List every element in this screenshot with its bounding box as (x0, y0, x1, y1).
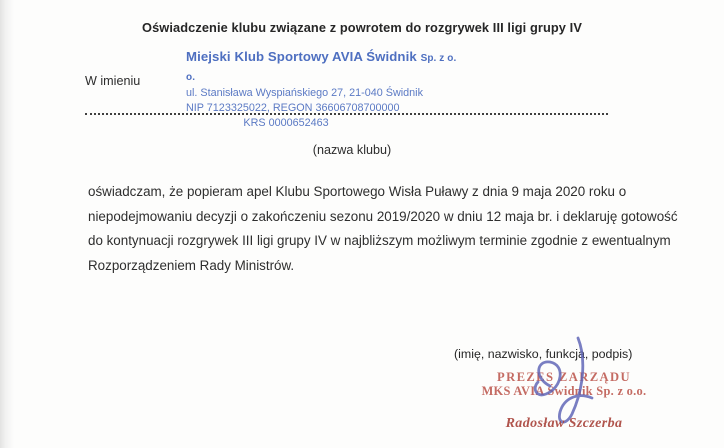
statement-line: oświadczam, że popieram apel Klubu Sportowego Wisła Puławy z dnia 9 maja 2020 roku o (88, 184, 627, 199)
club-stamp-address: ul. Stanisława Wyspiańskiego 27, 21-040 Świdnik (186, 87, 423, 99)
president-stamp-club: MKS AVIA Świdnik Sp. z o.o. (481, 384, 647, 398)
signer-name: Radosław Szczerba (505, 416, 623, 431)
signature-caption: (imię, nazwisko, funkcja, podpis) (454, 347, 633, 361)
president-stamp (459, 370, 669, 398)
club-name-caption: (nazwa klubu) (312, 143, 392, 157)
club-stamp-name-main: Miejski Klub Sportowy AVIA Świdnik (186, 49, 417, 64)
statement-line: niepodejmowaniu decyzji o zakończeniu sezonu 2019/2020 w dniu 12 maja br. i deklaruję gotowość (88, 208, 678, 224)
club-stamp-name-suffix: Sp. z o. o. (186, 53, 457, 83)
club-stamp-name (186, 48, 458, 86)
on-behalf-label: W imieniu (85, 74, 141, 88)
statement-line: Rozporządzeniem Rady Ministrów. (88, 257, 295, 273)
club-stamp-krs: KRS 0000652463 (243, 117, 329, 129)
document-title: Oświadczenie klubu związane z powrotem do rozgrywek III ligi grupy IV (142, 20, 582, 35)
club-stamp (186, 48, 458, 131)
scan-edge-shadow (0, 0, 14, 448)
fill-in-dotted-line (85, 104, 608, 115)
president-stamp-role: PREZES ZARZĄDU (496, 370, 631, 384)
statement-body (88, 180, 678, 278)
club-stamp-nip-regon: NIP 7123325022, REGON 36606708700000 (186, 102, 400, 114)
statement-line: do kontynuacji rozgrywek III ligi grupy IV w najbliższym możliwym terminie zgodnie z ewentualnym (88, 233, 671, 249)
